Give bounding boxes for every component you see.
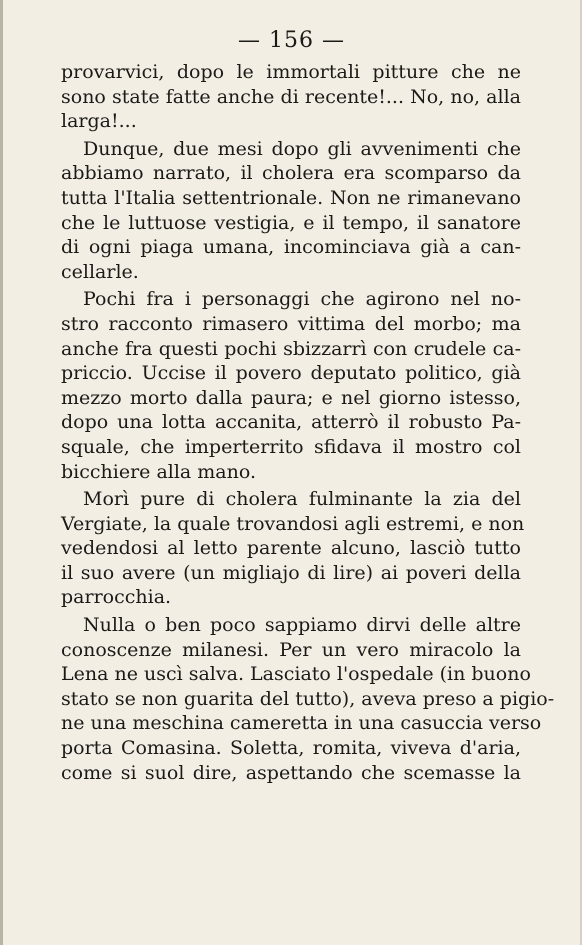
paragraph [61, 137, 521, 285]
text-line: Vergiate, la quale trovandosi agli estremi, e non [61, 512, 525, 535]
text-line: porta Comasina. Soletta, romita, viveva d'aria, [61, 737, 521, 760]
text-line: Dunque, due mesi dopo gli avvenimenti che [83, 137, 521, 160]
text-line: Pochi fra i personaggi che agirono nel no- [83, 288, 521, 311]
text-line: ne una meschina cameretta in una casuccia verso [61, 712, 542, 735]
text-line: larga!... [61, 110, 137, 133]
text-line: stato se non guarita del tutto), aveva preso a pigio- [61, 687, 555, 710]
text-line: abbiamo narrato, il cholera era scomparso da [61, 162, 521, 185]
text-line: sono state fatte anche di recente!... No, no, alla [61, 85, 521, 108]
text-line: squale, che imperterrito sfidava il mostro col [61, 435, 521, 458]
text-line: stro racconto rimasero vittima del morbo; ma [61, 312, 521, 335]
text-line: vedendosi al letto parente alcuno, lasciò tutto [61, 537, 521, 560]
text-line: provarvici, dopo le immortali pitture che ne [61, 61, 521, 83]
text-line: conoscenze milanesi. Per un vero miracolo la [61, 638, 521, 661]
text-line: bicchiere alla mano. [61, 460, 257, 483]
page-body [61, 60, 555, 785]
text-line: cellarle. [61, 260, 139, 283]
text-line: anche fra questi pochi sbizzarrì con crudele ca- [61, 337, 521, 360]
paragraph [61, 287, 521, 484]
text-line: che le luttuose vestigia, e il tempo, il sanatore [61, 211, 521, 234]
paragraph [61, 613, 555, 785]
text-line: come si suol dire, aspettando che scemasse la [61, 761, 521, 784]
text-line: di ogni piaga umana, incominciava già a can- [61, 236, 521, 259]
text-line: priccio. Uccise il povero deputato politico, già [61, 362, 521, 385]
text-line: Nulla o ben poco sappiamo dirvi delle altre [83, 614, 521, 637]
text-line: tutta l'Italia settentrionale. Non ne rimanevano [61, 186, 521, 209]
paragraph [61, 487, 525, 610]
text-line: Morì pure di cholera fulminante la zia del [83, 488, 521, 511]
text-line: dopo una lotta accanita, atterrò il robusto Pa- [61, 411, 521, 434]
page-number: — 156 — [238, 28, 345, 53]
text-line: mezzo morto dalla paura; e nel giorno istesso, [61, 386, 521, 409]
paragraph [61, 60, 521, 134]
text-line: il suo avere (un migliajo di lire) ai poveri della [61, 561, 521, 584]
text-line: Lena ne uscì salva. Lasciato l'ospedale (in buono [61, 663, 531, 686]
text-line: parrocchia. [61, 586, 172, 609]
